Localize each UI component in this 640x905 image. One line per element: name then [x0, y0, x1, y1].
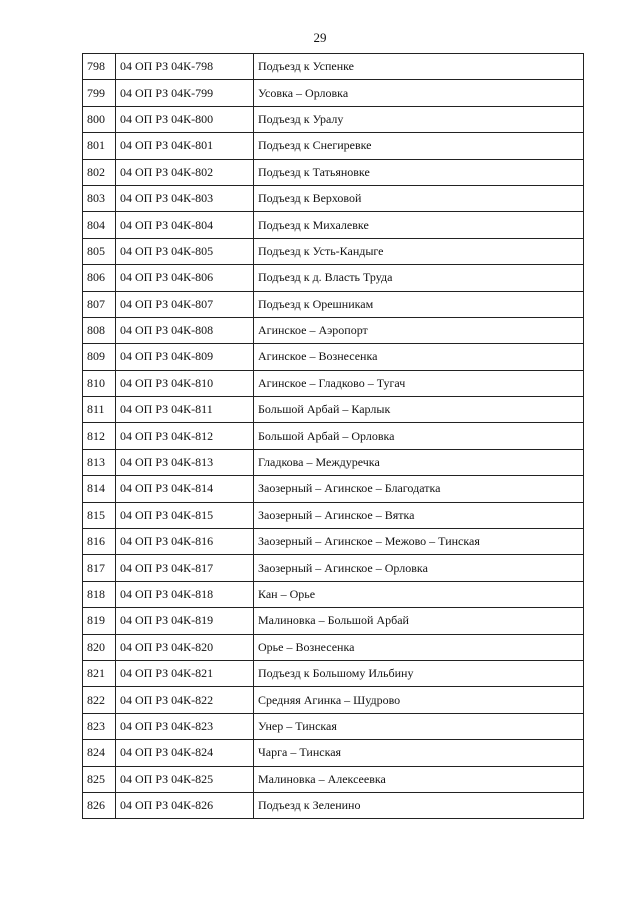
row-number-cell: 800 [83, 106, 116, 132]
table-row [83, 106, 584, 132]
page-number: 29 [313, 30, 327, 45]
road-code-cell: 04 ОП РЗ 04К-817 [116, 555, 254, 581]
row-number-cell: 817 [83, 555, 116, 581]
row-number-cell: 820 [83, 634, 116, 660]
table-row [83, 370, 584, 396]
road-code-cell: 04 ОП РЗ 04К-818 [116, 581, 254, 607]
table-row [83, 766, 584, 792]
table-row [83, 423, 584, 449]
row-number-cell: 826 [83, 792, 116, 818]
table-row [83, 660, 584, 686]
road-name-cell: Подъезд к Татьяновке [254, 159, 584, 185]
roads-table-body [83, 54, 584, 819]
roads-table [82, 53, 584, 819]
table-row [83, 555, 584, 581]
row-number-cell: 802 [83, 159, 116, 185]
table-row [83, 317, 584, 343]
table-row [83, 80, 584, 106]
table-row [83, 133, 584, 159]
row-number-cell: 807 [83, 291, 116, 317]
row-number-cell: 809 [83, 344, 116, 370]
road-code-cell: 04 ОП РЗ 04К-823 [116, 713, 254, 739]
road-code-cell: 04 ОП РЗ 04К-805 [116, 238, 254, 264]
table-row [83, 397, 584, 423]
road-code-cell: 04 ОП РЗ 04К-806 [116, 265, 254, 291]
row-number-cell: 811 [83, 397, 116, 423]
table-row [83, 581, 584, 607]
road-code-cell: 04 ОП РЗ 04К-813 [116, 449, 254, 475]
road-name-cell: Агинское – Вознесенка [254, 344, 584, 370]
row-number-cell: 812 [83, 423, 116, 449]
table-row [83, 449, 584, 475]
road-name-cell: Подъезд к Зеленино [254, 792, 584, 818]
road-code-cell: 04 ОП РЗ 04К-812 [116, 423, 254, 449]
road-code-cell: 04 ОП РЗ 04К-822 [116, 687, 254, 713]
road-name-cell: Большой Арбай – Орловка [254, 423, 584, 449]
road-code-cell: 04 ОП РЗ 04К-815 [116, 502, 254, 528]
road-name-cell: Подъезд к Орешникам [254, 291, 584, 317]
row-number-cell: 814 [83, 476, 116, 502]
road-code-cell: 04 ОП РЗ 04К-798 [116, 54, 254, 80]
road-name-cell: Чарга – Тинская [254, 740, 584, 766]
road-code-cell: 04 ОП РЗ 04К-804 [116, 212, 254, 238]
row-number-cell: 819 [83, 608, 116, 634]
road-name-cell: Усовка – Орловка [254, 80, 584, 106]
road-name-cell: Орье – Вознесенка [254, 634, 584, 660]
row-number-cell: 824 [83, 740, 116, 766]
road-code-cell: 04 ОП РЗ 04К-801 [116, 133, 254, 159]
road-name-cell: Подъезд к Снегиревке [254, 133, 584, 159]
road-code-cell: 04 ОП РЗ 04К-810 [116, 370, 254, 396]
road-name-cell: Подъезд к Усть-Кандыге [254, 238, 584, 264]
table-row [83, 740, 584, 766]
row-number-cell: 825 [83, 766, 116, 792]
road-code-cell: 04 ОП РЗ 04К-808 [116, 317, 254, 343]
road-code-cell: 04 ОП РЗ 04К-819 [116, 608, 254, 634]
road-code-cell: 04 ОП РЗ 04К-803 [116, 185, 254, 211]
row-number-cell: 798 [83, 54, 116, 80]
table-row [83, 54, 584, 80]
road-name-cell: Большой Арбай – Карлык [254, 397, 584, 423]
table-row [83, 713, 584, 739]
road-name-cell: Малиновка – Большой Арбай [254, 608, 584, 634]
table-row [83, 476, 584, 502]
table-row [83, 291, 584, 317]
road-code-cell: 04 ОП РЗ 04К-826 [116, 792, 254, 818]
table-row [83, 502, 584, 528]
row-number-cell: 804 [83, 212, 116, 238]
road-name-cell: Гладкова – Междуречка [254, 449, 584, 475]
road-code-cell: 04 ОП РЗ 04К-807 [116, 291, 254, 317]
road-name-cell: Агинское – Гладково – Тугач [254, 370, 584, 396]
table-row [83, 608, 584, 634]
row-number-cell: 816 [83, 529, 116, 555]
road-code-cell: 04 ОП РЗ 04К-816 [116, 529, 254, 555]
road-name-cell: Подъезд к Верховой [254, 185, 584, 211]
road-code-cell: 04 ОП РЗ 04К-814 [116, 476, 254, 502]
table-row [83, 185, 584, 211]
table-row [83, 687, 584, 713]
table-row [83, 344, 584, 370]
row-number-cell: 808 [83, 317, 116, 343]
road-name-cell: Заозерный – Агинское – Межово – Тинская [254, 529, 584, 555]
row-number-cell: 805 [83, 238, 116, 264]
row-number-cell: 818 [83, 581, 116, 607]
table-row [83, 212, 584, 238]
road-code-cell: 04 ОП РЗ 04К-802 [116, 159, 254, 185]
road-name-cell: Малиновка – Алексеевка [254, 766, 584, 792]
table-row [83, 792, 584, 818]
table-row [83, 529, 584, 555]
road-name-cell: Заозерный – Агинское – Вятка [254, 502, 584, 528]
row-number-cell: 810 [83, 370, 116, 396]
road-name-cell: Заозерный – Агинское – Орловка [254, 555, 584, 581]
road-name-cell: Агинское – Аэропорт [254, 317, 584, 343]
row-number-cell: 822 [83, 687, 116, 713]
road-name-cell: Подъезд к Уралу [254, 106, 584, 132]
road-name-cell: Заозерный – Агинское – Благодатка [254, 476, 584, 502]
road-name-cell: Кан – Орье [254, 581, 584, 607]
road-code-cell: 04 ОП РЗ 04К-809 [116, 344, 254, 370]
road-code-cell: 04 ОП РЗ 04К-799 [116, 80, 254, 106]
row-number-cell: 799 [83, 80, 116, 106]
road-code-cell: 04 ОП РЗ 04К-824 [116, 740, 254, 766]
table-row [83, 265, 584, 291]
road-code-cell: 04 ОП РЗ 04К-811 [116, 397, 254, 423]
road-code-cell: 04 ОП РЗ 04К-825 [116, 766, 254, 792]
road-name-cell: Подъезд к Михалевке [254, 212, 584, 238]
row-number-cell: 821 [83, 660, 116, 686]
road-code-cell: 04 ОП РЗ 04К-821 [116, 660, 254, 686]
road-name-cell: Средняя Агинка – Шудрово [254, 687, 584, 713]
row-number-cell: 813 [83, 449, 116, 475]
row-number-cell: 823 [83, 713, 116, 739]
row-number-cell: 815 [83, 502, 116, 528]
row-number-cell: 806 [83, 265, 116, 291]
row-number-cell: 803 [83, 185, 116, 211]
road-code-cell: 04 ОП РЗ 04К-800 [116, 106, 254, 132]
road-name-cell: Подъезд к Большому Ильбину [254, 660, 584, 686]
table-row [83, 159, 584, 185]
road-name-cell: Унер – Тинская [254, 713, 584, 739]
road-name-cell: Подъезд к Успенке [254, 54, 584, 80]
road-code-cell: 04 ОП РЗ 04К-820 [116, 634, 254, 660]
table-row [83, 238, 584, 264]
table-row [83, 634, 584, 660]
road-name-cell: Подъезд к д. Власть Труда [254, 265, 584, 291]
row-number-cell: 801 [83, 133, 116, 159]
